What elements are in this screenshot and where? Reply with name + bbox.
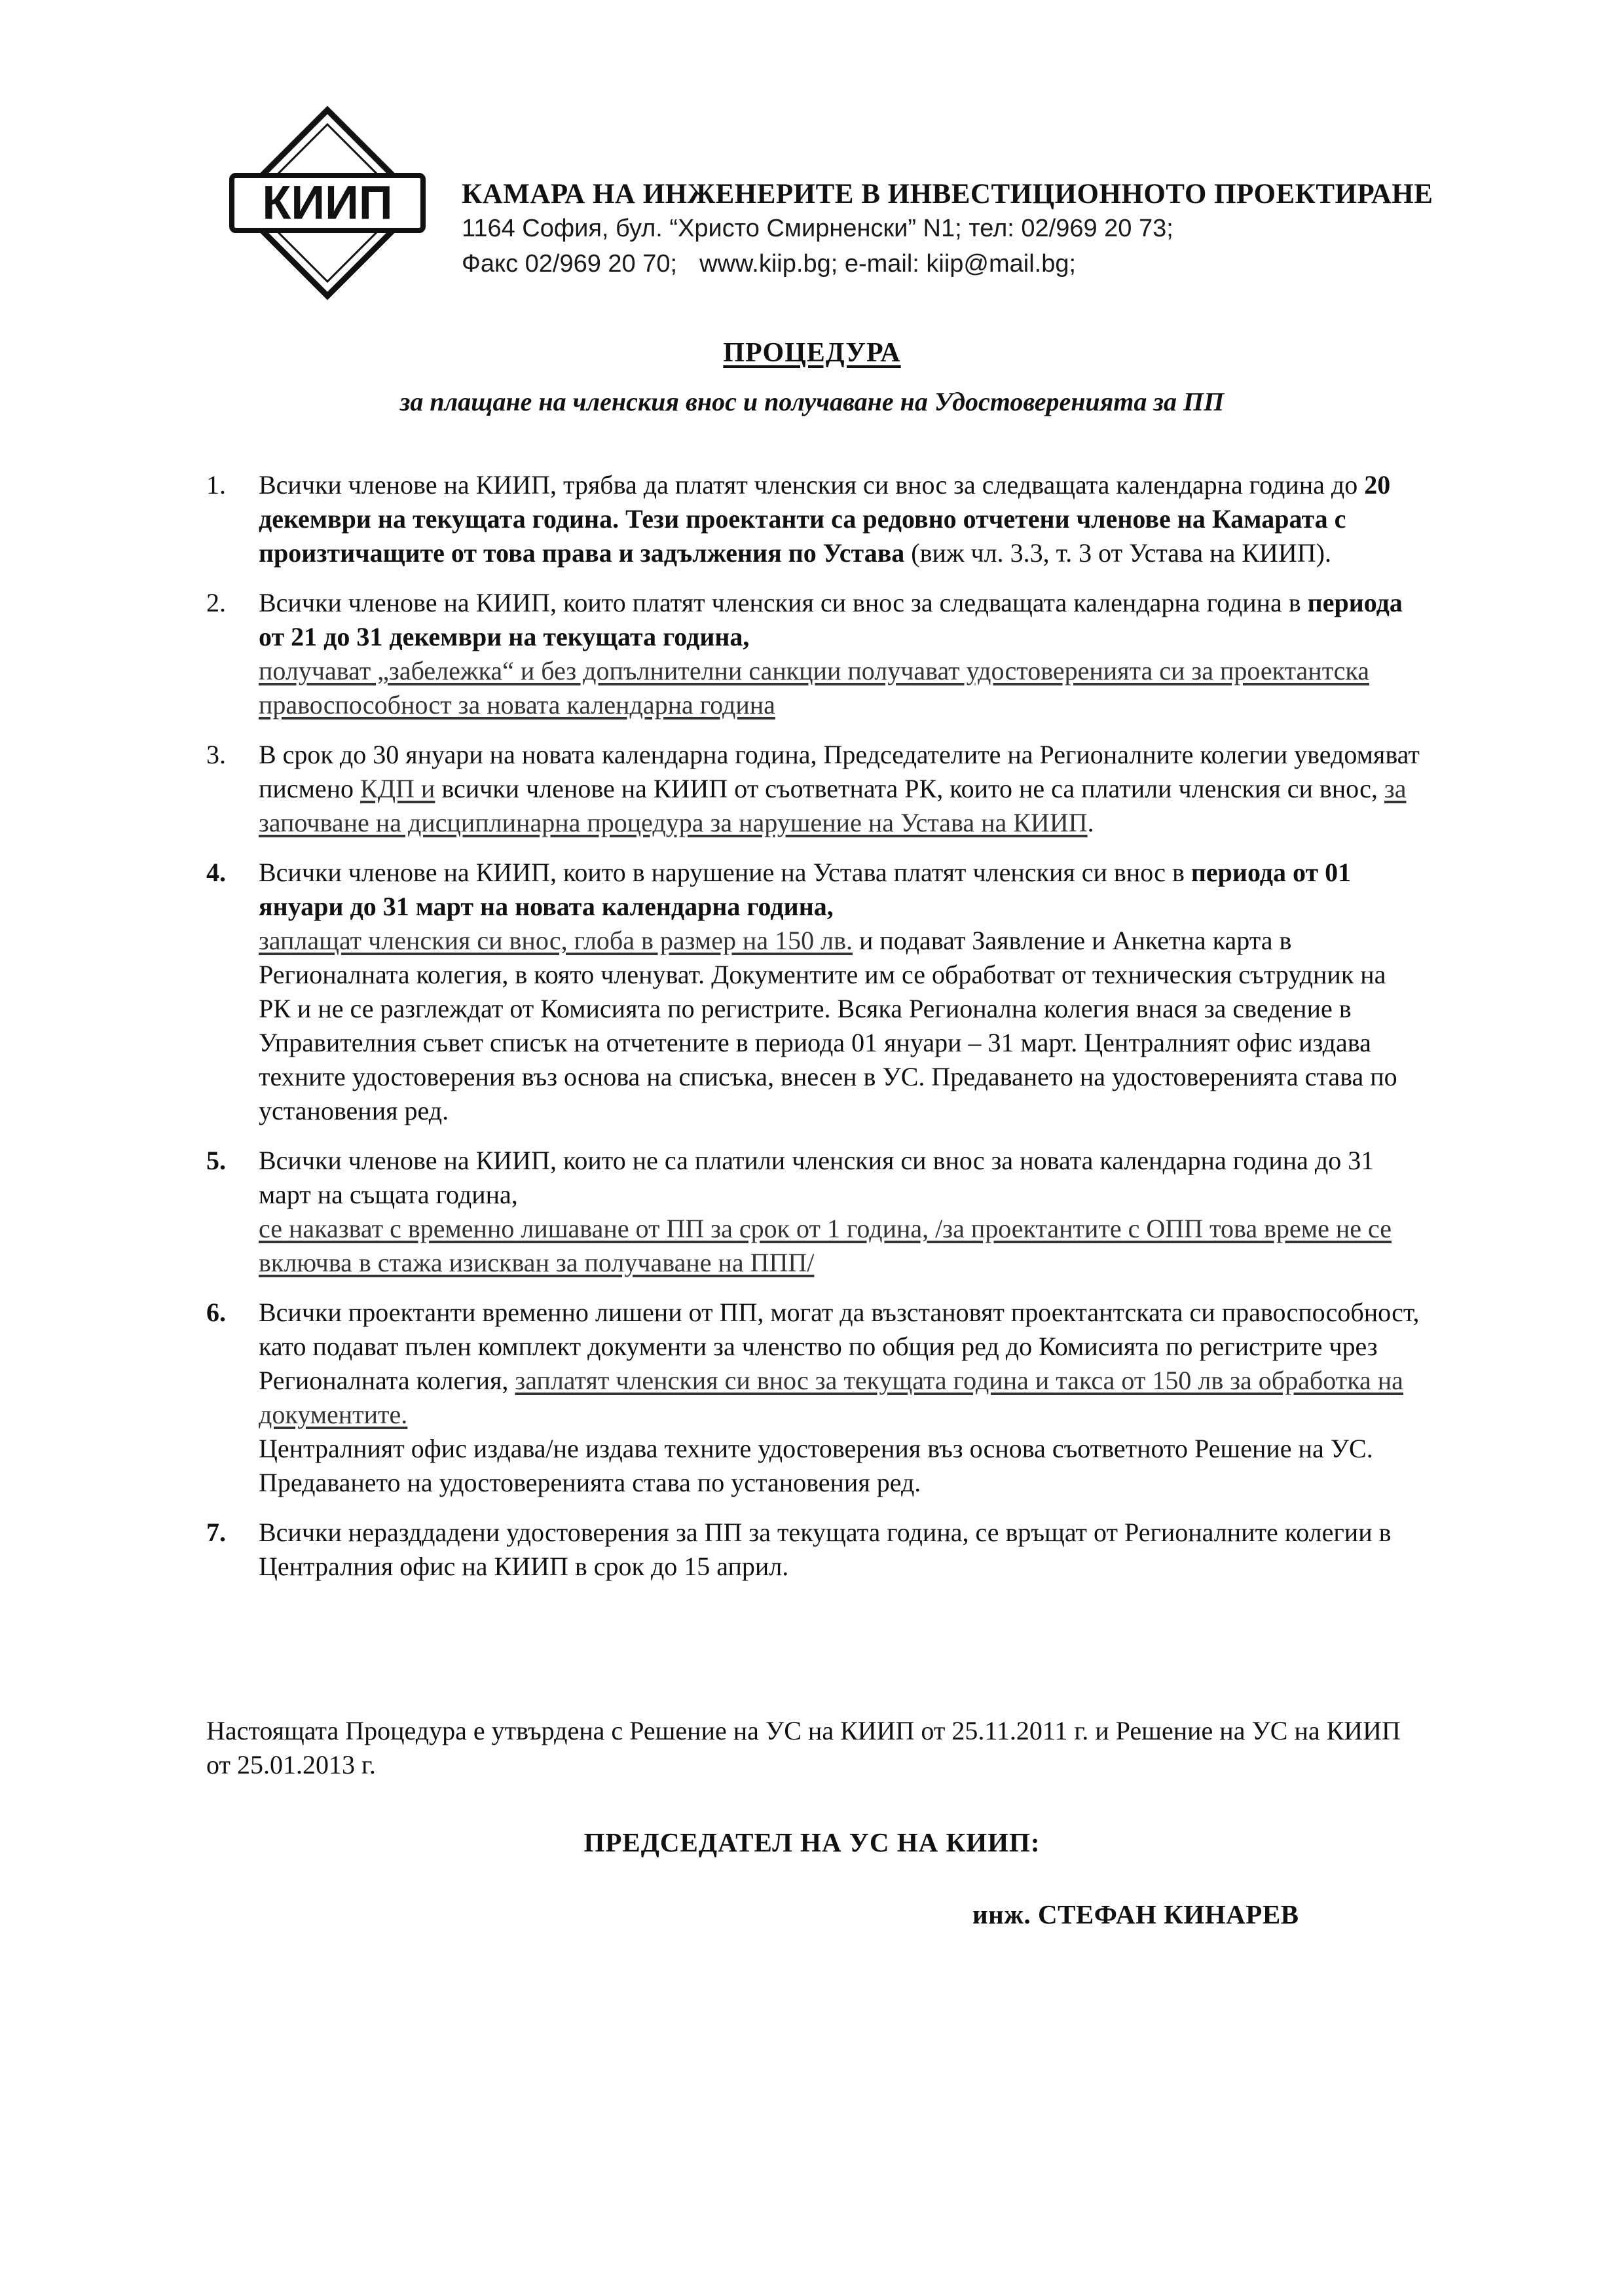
item-number: 6. — [206, 1298, 226, 1327]
signer-name: инж. СТЕФАН КИНАРЕВ — [972, 1899, 1299, 1929]
item-text-underlined: получават „забележка“ и без допълнителни санкции получават удостоверенията си за проектантска правоспособност за новата календарна година — [259, 656, 1369, 720]
item-text-underlined: заплатят членския си внос за текущата година и такса от 150 лв за обработка на документите. — [259, 1366, 1403, 1429]
procedure-list — [203, 468, 1421, 1599]
item-text: Централният офис издава/не издава техните удостоверения въз основа съответното Решение на УС. Предаването на удостоверенията става по установения ред. — [259, 1434, 1373, 1497]
item-text-underlined: се наказват с временно лишаване от ПП за срок от 1 година, /за проектантите с ОПП това време не се включва в стажа изискван за получаване на ППП/ — [259, 1214, 1392, 1277]
procedure-item-7 — [203, 1516, 1421, 1584]
item-text-underlined: за започване на дисциплинарна процедура за нарушение на Устава на КИИП — [259, 774, 1407, 837]
document-subtitle: за плащане на членския внос и получаване на Удостоверенията за ПП — [399, 387, 1225, 416]
item-text: . — [1087, 808, 1094, 837]
organization-name: КАМАРА НА ИНЖЕНЕРИТЕ В ИНВЕСТИЦИОННОТО ПРОЕКТИРАНЕ — [462, 179, 1433, 210]
item-text: (виж чл. 3.3, т. 3 от Устава на КИИП). — [904, 538, 1331, 568]
item-number: 3. — [206, 740, 226, 769]
item-text-bold: периода от 21 до 31 декември на текущата година, — [259, 588, 1403, 651]
item-text: Всички проектанти временно лишени от ПП, могат да възстановят проектантската си правоспособност, като подават пълен комплект документи за членство по общия ред до Комисията по регистрите чрез Регионалната колегия, — [259, 1298, 1420, 1395]
procedure-item-5 — [203, 1144, 1421, 1280]
item-number: 5. — [206, 1146, 226, 1175]
item-number: 4. — [206, 858, 226, 887]
organization-fax: Факс 02/969 20 70; — [462, 250, 678, 278]
item-number: 1. — [206, 470, 226, 500]
item-text-underlined: заплащат членския си внос, глоба в размер на 150 лв. — [259, 926, 853, 955]
item-text: В срок до 30 януари на новата календарна година, Председателите на Регионалните колегии уведомяват писмено — [259, 740, 1420, 803]
item-text: Всички членове на КИИП, трябва да платят членския си внос за следващата календарна година до — [259, 470, 1365, 500]
item-text: Всички членове на КИИП, които платят членския си внос за следващата календарна година в — [259, 588, 1308, 617]
procedure-item-1 — [203, 468, 1421, 570]
procedure-item-6 — [203, 1296, 1421, 1500]
organization-address: 1164 София, бул. “Христо Смирненски” N1; тел: 02/969 20 73; — [462, 215, 1173, 242]
organization-web-email: www.kiip.bg; e-mail: kiip@mail.bg; — [699, 250, 1077, 278]
logo-text: КИИП — [262, 177, 393, 229]
item-text-bold: периода от 01 януари до 31 март на новата календарна година, — [259, 858, 1352, 921]
procedure-item-4 — [203, 856, 1421, 1128]
item-text: Всички членове на КИИП, които в нарушение на Устава платят членския си внос в — [259, 858, 1191, 887]
item-text: всички членове на КИИП от съответната РК, които не са платили членския си внос, — [435, 774, 1384, 803]
item-number: 2. — [206, 588, 226, 617]
item-text: Всички неразддадени удостоверения за ПП за текущата година, се връщат от Регионалните колегии в Централния офис на КИИП в срок до 15 април. — [259, 1518, 1392, 1581]
approval-statement: Настоящата Процедура е утвърдена с Решение на УС на КИИП от 25.11.2011 г. и Решение на УС на КИИП от 25.01.2013 г. — [206, 1716, 1401, 1779]
document-title: ПРОЦЕДУРА — [723, 338, 901, 368]
procedure-item-3 — [203, 738, 1421, 840]
procedure-item-2 — [203, 586, 1421, 722]
organization-contacts — [462, 250, 1076, 278]
item-number: 7. — [206, 1518, 226, 1547]
item-text: Всички членове на КИИП, които не са платили членския си внос за новата календарна година до 31 март на същата година, — [259, 1146, 1375, 1209]
chairman-label: ПРЕДСЕДАТЕЛ НА УС НА КИИП: — [583, 1827, 1041, 1857]
item-text-bold: 20 декември на текущата година. Тези проектанти са редовно отчетени членове на Камарата с произтичащите от това права и задължения по Устава — [259, 470, 1391, 568]
kiip-logo — [229, 105, 426, 301]
item-text: и подават Заявление и Анкетна карта в Регионалната колегия, в която членуват. Документите им се обработват от техническия сътрудник на РК и не се разглеждат от Комисията по регистрите. Всяка Регионална колегия внася за сведение в Управителния съвет списък на отчетените в периода 01 януари – 31 март. Централният офис издава техните удостоверения въз основа на списъка, внесен в УС. Предаването на удостоверенията става по установения ред. — [259, 926, 1397, 1125]
item-text-underlined: КДП и — [360, 774, 435, 803]
